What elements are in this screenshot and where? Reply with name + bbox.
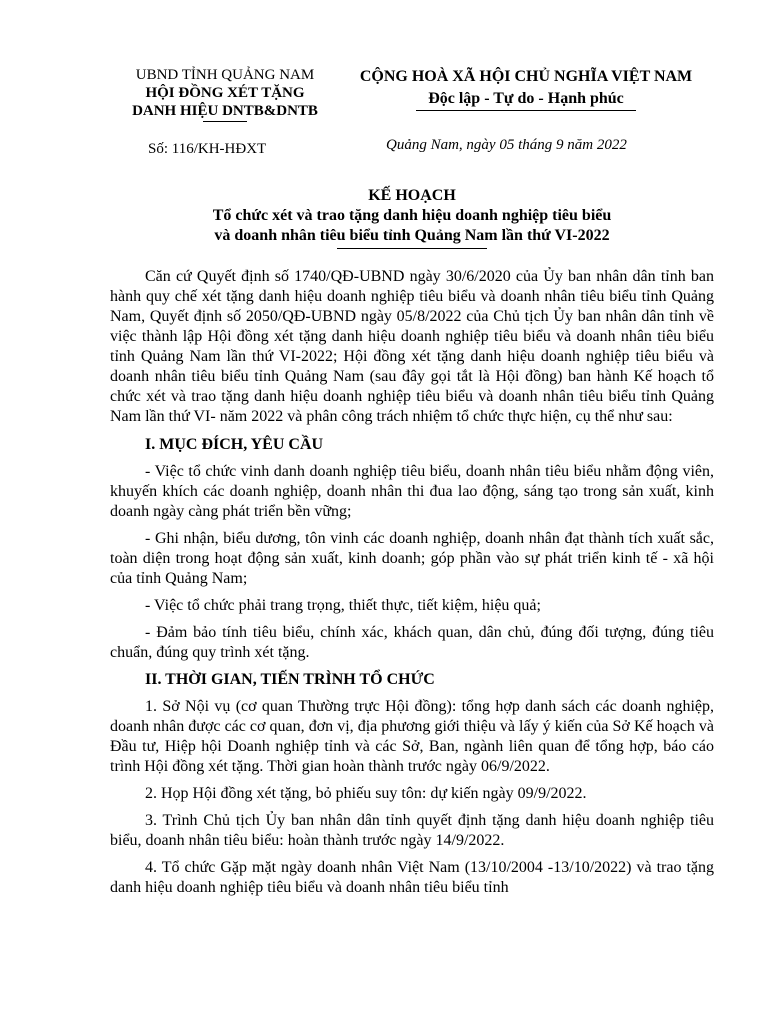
section-2-heading: II. THỜI GIAN, TIẾN TRÌNH TỔ CHỨC xyxy=(145,671,435,688)
section-1-item: - Đảm bảo tính tiêu biểu, chính xác, khách quan, dân chủ, đúng đối tượng, đúng tiêu chuẩn, đúng quy trình xét tặng. xyxy=(110,624,714,661)
council-name: HỘI ĐỒNG XÉT TẶNG xyxy=(145,85,305,101)
motto: Độc lập - Tự do - Hạnh phúc xyxy=(428,90,624,107)
council-title: DANH HIỆU DNTB&DNTB xyxy=(132,103,318,119)
province-committee: UBND TỈNH QUẢNG NAM xyxy=(135,67,315,83)
section-1-heading: I. MỤC ĐÍCH, YÊU CẦU xyxy=(145,436,324,453)
national-motto xyxy=(338,66,714,111)
motto-underline xyxy=(416,110,636,111)
intro-paragraph: Căn cứ Quyết định số 1740/QĐ-UBND ngày 30/6/2020 của Ủy ban nhân dân tỉnh ban hành quy chế xét tặng danh hiệu doanh nghiệp tiêu biểu và doanh nhân tiêu biểu tỉnh Quảng Nam, Quyết định số 2050/QĐ-UBND ngày 05/8/2022 của Chủ tịch Ủy ban nhân dân tỉnh về việc thành lập Hội đồng xét tặng danh hiệu doanh nghiệp tiêu biểu và doanh nhân tiêu biểu tỉnh Quảng Nam lần thứ VI-2022; Hội đồng xét tặng danh hiệu doanh nghiệp tiêu biểu và doanh nhân tiêu biểu tỉnh Quảng Nam (sau đây gọi tắt là Hội đồng) ban hành Kế hoạch tổ chức xét và trao tặng danh hiệu doanh nghiệp tiêu biểu và doanh nhân tiêu biểu tỉnh Quảng Nam lần thứ VI- năm 2022 và phân công trách nhiệm tổ chức thực hiện, cụ thể như sau: xyxy=(110,268,714,425)
title-main: KẾ HOẠCH xyxy=(368,187,456,204)
title-subtitle-2: và doanh nhân tiêu biểu tỉnh Quảng Nam lần thứ VI-2022 xyxy=(214,227,610,244)
place-date: Quảng Nam, ngày 05 tháng 9 năm 2022 xyxy=(386,137,627,153)
issuing-agency xyxy=(110,66,340,122)
section-1-item: - Việc tổ chức phải trang trọng, thiết thực, tiết kiệm, hiệu quả; xyxy=(145,597,541,614)
section-2-item: 4. Tổ chức Gặp mặt ngày doanh nhân Việt Nam (13/10/2004 -13/10/2022) và trao tặng danh hiệu doanh nghiệp tiêu biểu và doanh nhân tiêu biểu tỉnh xyxy=(110,859,714,896)
title-subtitle-1: Tổ chức xét và trao tặng danh hiệu doanh nghiệp tiêu biểu xyxy=(212,207,612,224)
agency-underline xyxy=(203,121,247,122)
section-1-item: - Việc tổ chức vinh danh doanh nghiệp tiêu biểu, doanh nhân tiêu biểu nhằm động viên, khuyến khích các doanh nghiệp, doanh nhân thi đua lao động, sáng tạo trong sản xuất, kinh doanh ngày càng phát triển bền vững; xyxy=(110,463,714,520)
document-number: Số: 116/KH-HĐXT xyxy=(148,141,267,157)
document-body xyxy=(110,267,714,905)
section-2-item: 1. Sở Nội vụ (cơ quan Thường trực Hội đồng): tổng hợp danh sách các doanh nghiệp, doanh nhân được các cơ quan, đơn vị, địa phương giới thiệu và lấy ý kiến của Sở Kế hoạch và Đầu tư, Hiệp hội Doanh nghiệp tỉnh và các Sở, Ban, ngành liên quan để tổng hợp, báo cáo trình Hội đồng xét tặng. Thời gian hoàn thành trước ngày 06/9/2022. xyxy=(110,698,714,775)
document-title xyxy=(110,186,714,249)
section-2-item: 2. Họp Hội đồng xét tặng, bỏ phiếu suy tôn: dự kiến ngày 09/9/2022. xyxy=(145,785,587,802)
title-underline xyxy=(337,248,487,249)
section-2-item: 3. Trình Chủ tịch Ủy ban nhân dân tỉnh quyết định tặng danh hiệu doanh nghiệp tiêu biểu, doanh nhân tiêu biểu: hoàn thành trước ngày 14/9/2022. xyxy=(110,812,714,849)
section-1-item: - Ghi nhận, biểu dương, tôn vinh các doanh nghiệp, doanh nhân đạt thành tích xuất sắc, toàn diện trong hoạt động sản xuất, kinh doanh; góp phần vào sự phát triển kinh tế - xã hội của tỉnh Quảng Nam; xyxy=(110,530,714,587)
country-name: CỘNG HOÀ XÃ HỘI CHỦ NGHĨA VIỆT NAM xyxy=(359,68,693,85)
